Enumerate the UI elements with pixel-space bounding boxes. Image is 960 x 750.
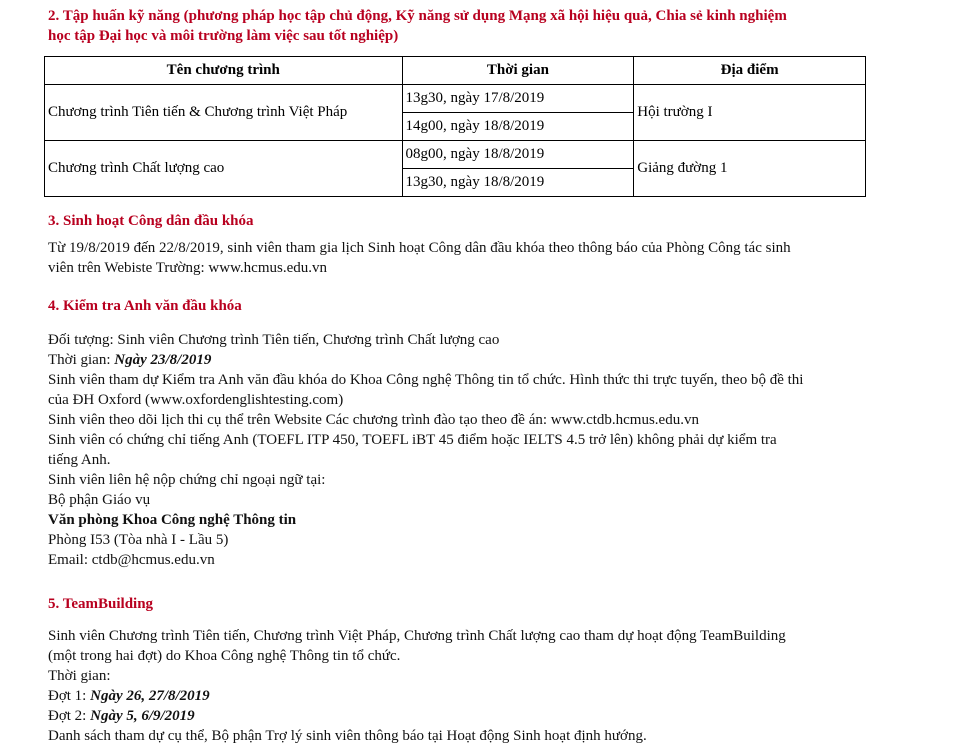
section-3-heading: 3. Sinh hoạt Công dân đầu khóa (48, 213, 254, 229)
round1-line (48, 686, 898, 706)
round1-label: Đợt 1: (48, 688, 91, 704)
time-line (48, 350, 898, 370)
target-line: Đối tượng: Sinh viên Chương trình Tiên tiến, Chương trình Chất lượng cao (48, 332, 500, 348)
schedule-line: Sinh viên theo dõi lịch thi cụ thể trên Website Các chương trình đào tạo theo đề án: www.ctdb.hcmus.edu.vn (48, 412, 699, 428)
time-cell: 13g30, ngày 18/8/2019 (402, 169, 634, 197)
section-5-body (48, 626, 898, 746)
schedule-table (44, 56, 866, 197)
header-program: Tên chương trình (45, 57, 403, 85)
program-cell: Chương trình Chất lượng cao (45, 141, 403, 197)
exam-line2: của ĐH Oxford (www.oxfordenglishtesting.com) (48, 392, 344, 408)
place-cell: Hội trường I (634, 85, 866, 141)
cert-line1: Sinh viên có chứng chỉ tiếng Anh (TOEFL ITP 450, TOEFL iBT 45 điểm hoặc IELTS 4.5 trở lên) không phải dự kiểm tra (48, 432, 777, 448)
section-3-line1: Từ 19/8/2019 đến 22/8/2019, sinh viên tham gia lịch Sinh hoạt Công dân đầu khóa theo thông báo của Phòng Công tác sinh (48, 240, 791, 256)
exam-line1: Sinh viên tham dự Kiểm tra Anh văn đầu khóa do Khoa Công nghệ Thông tin tổ chức. Hình thức thi trực tuyến, theo bộ đề thi (48, 372, 804, 388)
section-4-heading: 4. Kiểm tra Anh văn đầu khóa (48, 298, 242, 314)
time-cell: 08g00, ngày 18/8/2019 (402, 141, 634, 169)
round1-value: Ngày 26, 27/8/2019 (90, 688, 210, 704)
email-line: Email: ctdb@hcmus.edu.vn (48, 552, 215, 568)
section-5-line1: Sinh viên Chương trình Tiên tiến, Chương trình Việt Pháp, Chương trình Chất lượng cao tham dự hoạt động TeamBuilding (48, 628, 786, 644)
time-cell: 13g30, ngày 17/8/2019 (402, 85, 634, 113)
section-2-heading (48, 6, 918, 46)
section-5-time-label: Thời gian: (48, 668, 111, 684)
dept-line: Bộ phận Giáo vụ (48, 492, 151, 508)
room-line: Phòng I53 (Tòa nhà I - Lầu 5) (48, 532, 229, 548)
round2-line (48, 706, 898, 726)
table-row (45, 85, 866, 113)
time-value: Ngày 23/8/2019 (114, 352, 212, 368)
cert-line2: tiếng Anh. (48, 452, 111, 468)
header-time: Thời gian (402, 57, 634, 85)
place-cell: Giảng đường 1 (634, 141, 866, 197)
time-label: Thời gian: (48, 352, 115, 368)
section-5-final: Danh sách tham dự cụ thể, Bộ phận Trợ lý sinh viên thông báo tại Hoạt động Sinh hoạt định hướng. (48, 728, 647, 744)
section-4-body (48, 330, 898, 570)
section-2-heading-line2: học tập Đại học và môi trường làm việc sau tốt nghiệp) (48, 28, 399, 44)
header-place: Địa điểm (634, 57, 866, 85)
section-3-line2: viên trên Webiste Trường: www.hcmus.edu.vn (48, 260, 328, 276)
section-2-heading-line1: 2. Tập huấn kỹ năng (phương pháp học tập chủ động, Kỹ năng sử dụng Mạng xã hội hiệu quả, Chia sẻ kinh nghiệm (48, 8, 787, 24)
office-line: Văn phòng Khoa Công nghệ Thông tin (48, 512, 297, 528)
time-cell: 14g00, ngày 18/8/2019 (402, 113, 634, 141)
program-cell: Chương trình Tiên tiến & Chương trình Việt Pháp (45, 85, 403, 141)
round2-value: Ngày 5, 6/9/2019 (90, 708, 195, 724)
contact-line: Sinh viên liên hệ nộp chứng chỉ ngoại ngữ tại: (48, 472, 326, 488)
round2-label: Đợt 2: (48, 708, 91, 724)
section-5-line2: (một trong hai đợt) do Khoa Công nghệ Thông tin tổ chức. (48, 648, 401, 664)
section-5-heading: 5. TeamBuilding (48, 596, 154, 612)
section-3-body (48, 238, 898, 278)
table-header-row (45, 57, 866, 85)
table-row (45, 141, 866, 169)
